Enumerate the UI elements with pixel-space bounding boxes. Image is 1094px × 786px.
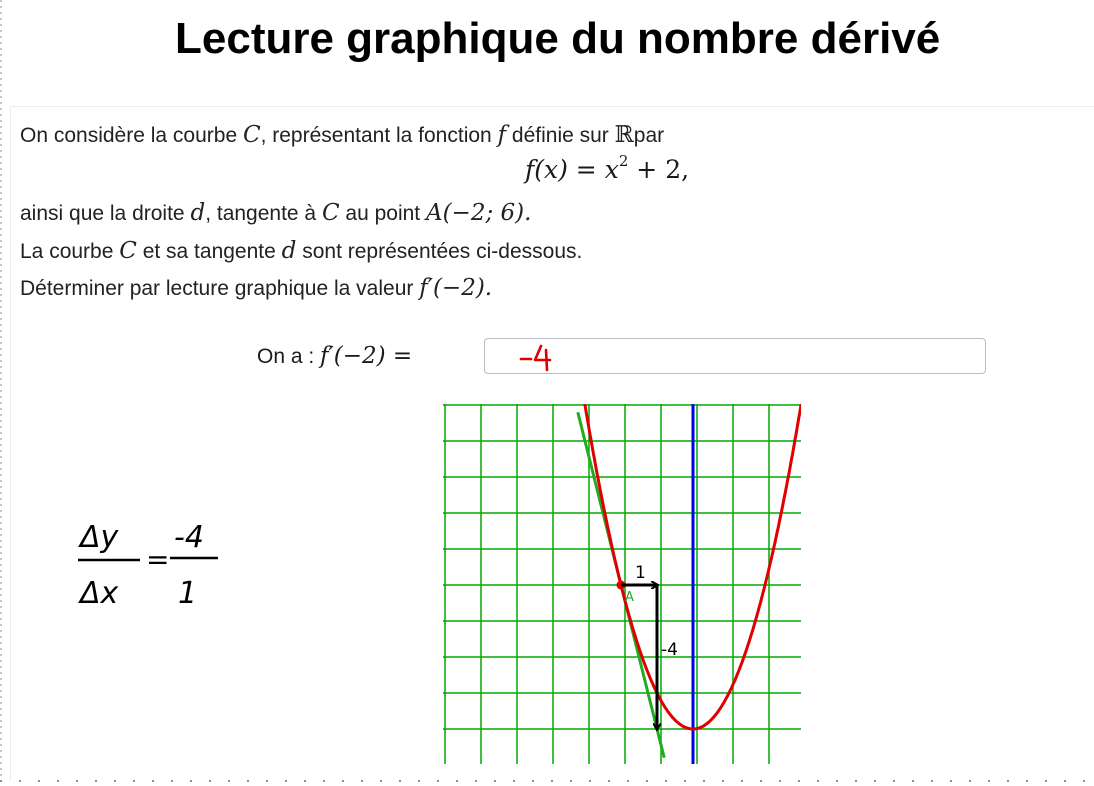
note-numerator-left: Δy	[80, 520, 119, 555]
delta-x-label: 1	[635, 563, 646, 583]
math-curve-name: C	[242, 122, 261, 148]
bottom-dotted-border	[0, 780, 1094, 782]
handwritten-slope-note	[78, 505, 238, 620]
function-formula	[525, 152, 689, 184]
statement-line-1	[20, 122, 664, 148]
statement-line-2	[20, 200, 531, 226]
formula-lhs: f(x) = x	[525, 155, 619, 184]
text: sont représentées ci-dessous.	[296, 240, 583, 263]
answer-four-stroke	[535, 346, 550, 370]
text: ainsi que la droite	[20, 202, 191, 225]
text: , tangente à	[205, 202, 322, 225]
text: et sa tangente	[136, 240, 282, 263]
math-reals-symbol: ℝ	[614, 122, 634, 148]
note-equals: =	[146, 543, 170, 576]
text: par	[633, 124, 665, 147]
note-numerator-right: -4	[174, 520, 204, 555]
math-curve-name: C	[119, 238, 137, 264]
function-graph	[443, 404, 803, 764]
text: , représentant la fonction	[260, 124, 498, 147]
math-derivative: f′(−2).	[419, 275, 493, 301]
statement-line-4	[20, 275, 492, 301]
formula-exponent: 2	[618, 152, 629, 170]
text: On a :	[257, 345, 321, 368]
point-A-label: A	[625, 590, 634, 605]
text: On considère la courbe	[20, 124, 243, 147]
text: au point	[339, 202, 426, 225]
left-dotted-border	[0, 0, 2, 786]
text: La courbe	[20, 240, 120, 263]
text: Déterminer par lecture graphique la valeur	[20, 277, 420, 300]
handwritten-answer	[517, 340, 577, 372]
math-curve-name: C	[321, 200, 340, 226]
math-point: A(−2; 6).	[425, 200, 532, 226]
note-denominator-right: 1	[178, 576, 198, 611]
statement-line-3	[20, 238, 582, 264]
math-line-name: d	[281, 238, 297, 264]
page-title: Lecture graphique du nombre dérivé	[175, 14, 941, 63]
note-denominator-left: Δx	[80, 576, 119, 611]
answer-input[interactable]	[484, 338, 986, 374]
text: définie sur	[506, 124, 615, 147]
math-function-name: f	[497, 122, 507, 148]
formula-rhs: + 2,	[628, 155, 690, 184]
math-answer-expr: f′(−2) =	[320, 343, 413, 369]
answer-label	[257, 343, 412, 369]
math-line-name: d	[190, 200, 206, 226]
delta-y-label: -4	[661, 640, 678, 660]
